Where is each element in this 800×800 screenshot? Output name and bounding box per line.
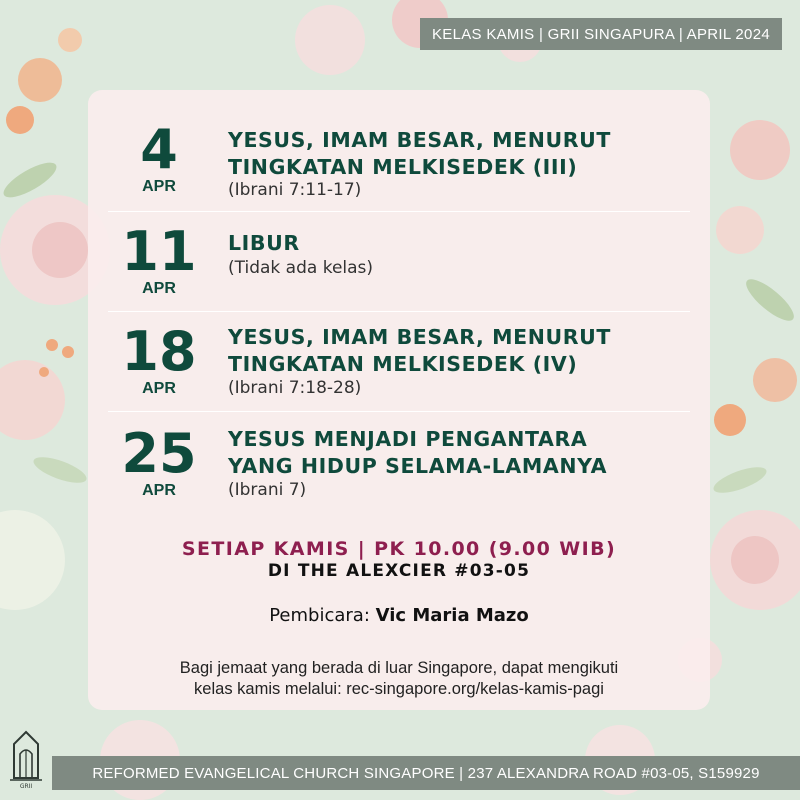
schedule-card: [88, 90, 710, 710]
schedule-row: [88, 312, 710, 412]
speaker-label: Pembicara:: [269, 605, 370, 626]
class-location: DI THE ALEXCIER #03-05: [267, 561, 531, 581]
date-day: 4: [140, 118, 178, 181]
lesson-reference: (Ibrani 7:11-17): [228, 180, 362, 200]
lesson-title: LIBUR: [228, 231, 300, 255]
schedule-row: [88, 212, 710, 312]
date-block: [104, 118, 214, 196]
note-line: Bagi jemaat yang berada di luar Singapore, dapat mengikuti: [179, 659, 619, 677]
church-logo-icon: [6, 730, 46, 790]
date-month: APR: [142, 280, 176, 297]
date-day: 25: [121, 422, 197, 485]
speaker-line: [88, 605, 710, 626]
date-block: [104, 422, 214, 500]
date-block: [104, 220, 214, 298]
date-month: APR: [142, 380, 176, 397]
lesson-title: YESUS, IMAM BESAR, MENURUT TINGKATAN MELKISEDEK (III): [228, 128, 611, 179]
lesson-reference: (Ibrani 7:18-28): [228, 378, 362, 398]
lesson-reference: (Tidak ada kelas): [228, 258, 374, 278]
date-month: APR: [142, 482, 176, 499]
header-banner: KELAS KAMIS | GRII SINGAPURA | APRIL 2024: [420, 18, 782, 50]
date-day: 18: [121, 320, 197, 383]
schedule-row: [88, 412, 710, 512]
date-day: 11: [121, 220, 197, 283]
footer-banner: REFORMED EVANGELICAL CHURCH SINGAPORE | 237 ALEXANDRA ROAD #03-05, S159929: [52, 756, 800, 790]
schedule-row: [88, 112, 710, 212]
lesson-reference: (Ibrani 7): [228, 480, 307, 500]
schedule-info: [88, 538, 710, 581]
date-month: APR: [142, 178, 176, 195]
note-line-link[interactable]: kelas kamis melalui: rec-singapore.org/kelas-kamis-pagi: [194, 680, 604, 698]
speaker-name: Vic Maria Mazo: [375, 605, 529, 626]
logo-caption: GRII: [19, 783, 33, 790]
lesson-title: YESUS MENJADI PENGANTARA YANG HIDUP SELAMA-LAMANYA: [228, 427, 608, 478]
lesson-title: YESUS, IMAM BESAR, MENURUT TINGKATAN MELKISEDEK (IV): [228, 325, 611, 376]
online-note: [88, 658, 710, 700]
class-time: SETIAP KAMIS | PK 10.00 (9.00 WIB): [181, 538, 617, 560]
date-block: [104, 320, 214, 398]
